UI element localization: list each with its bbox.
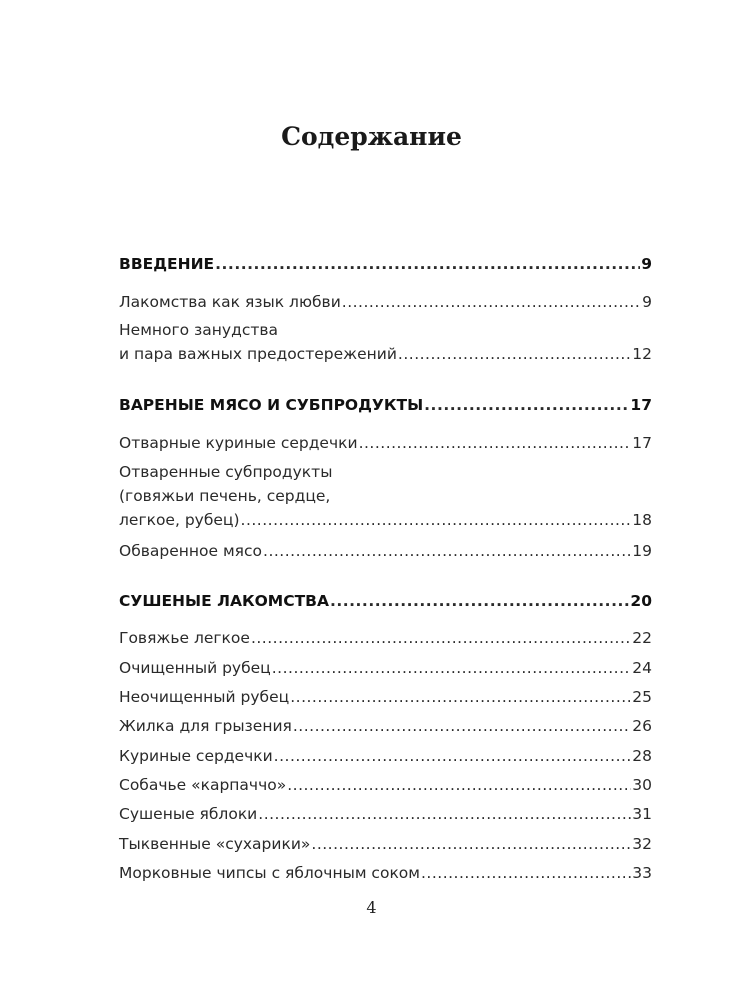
toc-page-number: 17 [632, 434, 652, 452]
toc-entry-title: Лакомства как язык любви [119, 293, 341, 311]
toc-page-number: 19 [632, 542, 652, 560]
toc-entry-title: Куриные сердечки [119, 747, 273, 765]
toc-entry-title: Говяжье легкое [119, 629, 250, 647]
toc-entry-title-line: (говяжьи печень, сердце, [119, 487, 331, 505]
toc-page-number: 9 [642, 293, 652, 311]
dot-leader [424, 393, 629, 417]
toc-entry-title: Морковные чипсы с яблочным соком [119, 864, 420, 882]
toc-entry[interactable] [119, 318, 652, 366]
dot-leader [272, 656, 632, 680]
dot-leader [287, 773, 631, 797]
toc-entry-title: Жилка для грызения [119, 717, 292, 735]
toc-page-number: 25 [632, 688, 652, 706]
toc-entry-title: СУШЕНЫЕ ЛАКОМСТВА [119, 592, 329, 610]
toc-entry[interactable] [119, 431, 652, 455]
dot-leader [359, 431, 632, 455]
dot-leader [258, 802, 631, 826]
toc-entry[interactable] [119, 832, 652, 856]
toc-entry[interactable] [119, 744, 652, 768]
dot-leader [421, 861, 631, 885]
toc-entry-title: Обваренное мясо [119, 542, 263, 560]
toc-entry[interactable] [119, 626, 652, 650]
toc-entry[interactable] [119, 802, 652, 826]
toc-page-number: 33 [632, 864, 652, 882]
toc-entry-title: Неочищенный рубец [119, 688, 290, 706]
toc-section-dried-treats[interactable] [119, 589, 652, 613]
toc-entry[interactable] [119, 685, 652, 709]
toc-section-introduction[interactable] [119, 252, 652, 276]
dot-leader [342, 290, 641, 314]
toc-page-number: 9 [641, 255, 652, 273]
toc-entry[interactable] [119, 714, 652, 738]
toc-entry-title: Сушеные яблоки [119, 805, 258, 823]
toc-page-number: 18 [632, 511, 652, 529]
toc-entry-title: Очищенный рубец [119, 659, 271, 677]
toc-page-number: 26 [632, 717, 652, 735]
toc-entry-title: Тыквенные «сухарики» [119, 835, 311, 853]
toc-page-number: 24 [632, 659, 652, 677]
toc-entry[interactable] [119, 460, 652, 532]
dot-leader [290, 685, 631, 709]
dot-leader [311, 832, 631, 856]
toc-section-boiled-meat[interactable] [119, 393, 652, 417]
dot-leader [263, 539, 631, 563]
toc-entry-title: ВВЕДЕНИЕ [119, 255, 215, 273]
toc-page-number: 31 [632, 805, 652, 823]
toc-entry-title: Собачье «карпаччо» [119, 776, 287, 794]
toc-entry-title: и пара важных предостережений [119, 345, 397, 363]
toc-entry[interactable] [119, 656, 652, 680]
dot-leader [274, 744, 632, 768]
toc-page-number: 20 [630, 592, 652, 610]
toc-page-number: 17 [630, 396, 652, 414]
dot-leader [241, 508, 632, 532]
dot-leader [398, 342, 631, 366]
page-number: 4 [366, 898, 377, 917]
toc-entry[interactable] [119, 773, 652, 797]
toc-page-number: 30 [632, 776, 652, 794]
page-title: Содержание [281, 122, 462, 151]
toc-entry-title: ВАРЕНЫЕ МЯСО И СУБПРОДУКТЫ [119, 396, 424, 414]
toc-entry-title: легкое, рубец) [119, 511, 240, 529]
toc-entry[interactable] [119, 290, 652, 314]
toc-entry-title: Отварные куриные сердечки [119, 434, 358, 452]
toc-page-number: 28 [632, 747, 652, 765]
toc-page-number: 22 [632, 629, 652, 647]
dot-leader [215, 252, 640, 276]
toc-entry[interactable] [119, 861, 652, 885]
toc-entry-title-line: Отваренные субпродукты [119, 463, 333, 481]
toc-entry-title-line: Немного занудства [119, 321, 279, 339]
toc-entry[interactable] [119, 539, 652, 563]
dot-leader [251, 626, 631, 650]
dot-leader [330, 589, 629, 613]
dot-leader [293, 714, 631, 738]
toc-page-number: 32 [632, 835, 652, 853]
toc-page-number: 12 [632, 345, 652, 363]
